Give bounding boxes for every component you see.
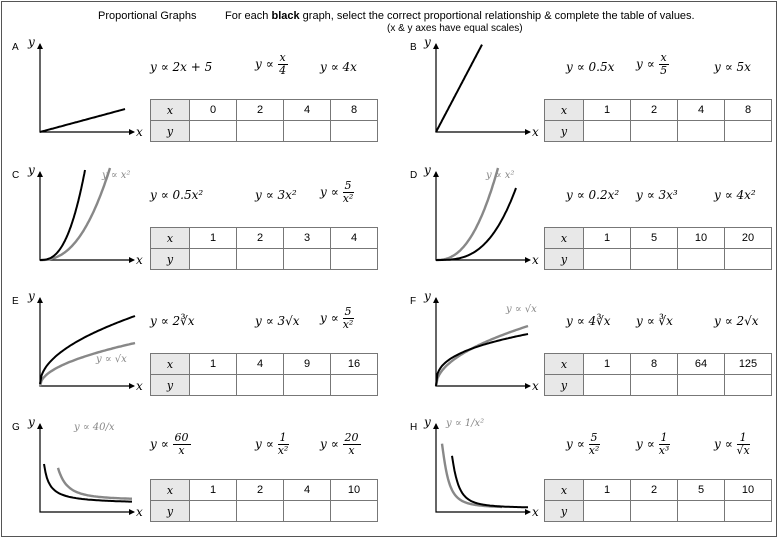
x-value-cell: 8 xyxy=(725,100,772,121)
x-value-cell: 5 xyxy=(678,480,725,501)
x-value-cell: 1 xyxy=(584,228,631,249)
x-axis-label: x xyxy=(532,125,539,139)
values-table xyxy=(150,353,378,396)
y-answer-cell[interactable] xyxy=(237,501,284,522)
x-header: x xyxy=(545,354,584,375)
y-answer-cell[interactable] xyxy=(725,501,772,522)
worksheet-title: Proportional Graphs xyxy=(98,10,197,22)
reference-curve-label: y ∝ x² xyxy=(102,170,131,181)
values-table xyxy=(150,99,378,142)
option-2[interactable]: y ∝ ∛x xyxy=(636,314,673,328)
panel-label: F xyxy=(410,296,417,307)
y-header: y xyxy=(151,249,190,270)
x-header: x xyxy=(151,354,190,375)
option-2[interactable]: y ∝ $\frac{1}{\text{x²}}$ xyxy=(255,431,289,457)
y-answer-cell[interactable] xyxy=(190,249,237,270)
axes xyxy=(436,424,530,512)
x-header: x xyxy=(545,480,584,501)
panel-b xyxy=(396,35,784,166)
black-curve xyxy=(436,334,528,386)
y-axis-label: y xyxy=(28,289,35,303)
graph-b xyxy=(418,36,538,146)
axis-arrows xyxy=(433,423,531,515)
x-value-cell: 9 xyxy=(284,354,331,375)
y-axis-label: y xyxy=(28,35,35,49)
option-1[interactable]: y ∝ 2x + 5 xyxy=(150,60,213,74)
y-answer-cell[interactable] xyxy=(678,249,725,270)
option-1[interactable]: y ∝ $\frac{5}{\text{x²}}$ xyxy=(566,431,600,457)
x-value-cell: 2 xyxy=(237,100,284,121)
axes xyxy=(436,44,530,132)
x-value-cell: 8 xyxy=(331,100,378,121)
values-table xyxy=(544,353,772,396)
x-value-cell: 4 xyxy=(678,100,725,121)
option-1[interactable]: y ∝ 0.2x² xyxy=(566,188,620,202)
y-answer-cell[interactable] xyxy=(678,121,725,142)
x-header: x xyxy=(151,228,190,249)
y-header: y xyxy=(545,375,584,396)
axis-arrows xyxy=(433,43,531,135)
y-answer-cell[interactable] xyxy=(725,249,772,270)
x-value-cell: 5 xyxy=(631,228,678,249)
black-curve xyxy=(436,45,482,132)
x-value-cell: 20 xyxy=(725,228,772,249)
y-answer-cell[interactable] xyxy=(725,375,772,396)
panel-e xyxy=(0,289,388,420)
graph-a xyxy=(22,36,142,146)
x-value-cell: 1 xyxy=(190,354,237,375)
x-value-cell: 1 xyxy=(584,100,631,121)
y-answer-cell[interactable] xyxy=(284,249,331,270)
option-3[interactable]: y ∝ $\frac{5}{\text{x²}}$ xyxy=(320,305,354,331)
black-curve xyxy=(436,188,516,260)
y-answer-cell[interactable] xyxy=(237,121,284,142)
x-value-cell: 10 xyxy=(678,228,725,249)
graph-c xyxy=(22,164,142,274)
option-2[interactable]: y ∝ $\frac{1}{\text{x³}}$ xyxy=(636,431,670,457)
y-header: y xyxy=(151,501,190,522)
panel-c xyxy=(0,163,388,294)
y-axis-label: y xyxy=(424,163,431,177)
y-answer-cell[interactable] xyxy=(237,249,284,270)
reference-curve xyxy=(436,168,498,260)
y-header: y xyxy=(545,501,584,522)
x-value-cell: 10 xyxy=(725,480,772,501)
panel-h xyxy=(396,415,784,546)
instructions-part: graph, select the correct proportional relationship & complete the table of values. xyxy=(299,10,695,22)
x-value-cell: 0 xyxy=(190,100,237,121)
y-answer-cell[interactable] xyxy=(584,501,631,522)
graph-h xyxy=(418,416,538,526)
y-answer-cell[interactable] xyxy=(678,501,725,522)
y-answer-cell[interactable] xyxy=(678,375,725,396)
x-header: x xyxy=(545,100,584,121)
y-answer-cell[interactable] xyxy=(584,375,631,396)
black-curve xyxy=(452,456,528,508)
reference-curve-label: y ∝ √x xyxy=(96,354,127,365)
y-header: y xyxy=(545,121,584,142)
black-curve xyxy=(40,316,135,384)
y-answer-cell[interactable] xyxy=(284,121,331,142)
panel-f xyxy=(396,289,784,420)
option-3[interactable]: y ∝ 4x² xyxy=(714,188,756,202)
axis-arrows xyxy=(37,297,135,389)
y-answer-cell[interactable] xyxy=(631,121,678,142)
y-axis-label: y xyxy=(424,415,431,429)
option-3[interactable]: y ∝ $\frac{5}{\text{x²}}$ xyxy=(320,179,354,205)
values-table xyxy=(544,227,772,270)
option-2[interactable]: y ∝ $\frac{x}{5}$ xyxy=(636,51,668,77)
reference-curve xyxy=(58,468,132,499)
reference-curve xyxy=(442,444,502,507)
x-axis-label: x xyxy=(136,379,143,393)
option-1[interactable]: y ∝ 0.5x² xyxy=(150,188,204,202)
x-value-cell: 2 xyxy=(631,100,678,121)
instructions-bold: black xyxy=(271,10,300,22)
x-value-cell: 1 xyxy=(584,480,631,501)
axes xyxy=(40,298,134,386)
option-1[interactable]: y ∝ 0.5x xyxy=(566,60,615,74)
y-answer-cell[interactable] xyxy=(631,249,678,270)
option-3[interactable]: y ∝ $\frac{20}{x}$ xyxy=(320,431,359,457)
option-1[interactable]: y ∝ $\frac{60}{x}$ xyxy=(150,431,189,457)
y-answer-cell[interactable] xyxy=(284,501,331,522)
x-value-cell: 10 xyxy=(331,480,378,501)
y-answer-cell[interactable] xyxy=(237,375,284,396)
panel-a xyxy=(0,35,388,166)
y-answer-cell[interactable] xyxy=(190,375,237,396)
panel-label: G xyxy=(12,422,20,433)
x-header: x xyxy=(151,480,190,501)
panel-g xyxy=(0,415,388,546)
graph-d xyxy=(418,164,538,274)
x-value-cell: 4 xyxy=(284,480,331,501)
reference-curve-label: y ∝ 1/x² xyxy=(446,418,485,429)
x-header: x xyxy=(545,228,584,249)
panel-label: D xyxy=(410,170,418,181)
option-3[interactable]: y ∝ $\frac{1}{√x}$ xyxy=(714,431,750,457)
graph-f xyxy=(418,290,538,400)
y-header: y xyxy=(151,375,190,396)
reference-curve-label: y ∝ 40/x xyxy=(74,422,115,433)
x-value-cell: 1 xyxy=(190,228,237,249)
scale-note: (x & y axes have equal scales) xyxy=(387,23,523,34)
y-axis-label: y xyxy=(424,289,431,303)
panel-label: B xyxy=(410,42,417,53)
option-2[interactable]: y ∝ 3x² xyxy=(255,188,297,202)
x-value-cell: 1 xyxy=(584,354,631,375)
x-value-cell: 8 xyxy=(631,354,678,375)
panel-label: C xyxy=(12,170,20,181)
y-header: y xyxy=(545,249,584,270)
axis-arrows xyxy=(37,171,135,263)
y-answer-cell[interactable] xyxy=(331,501,378,522)
instructions-part: For each xyxy=(225,10,272,22)
values-table xyxy=(544,99,772,142)
axes xyxy=(40,172,134,260)
reference-curve-label: y ∝ √x xyxy=(506,304,537,315)
panel-label: E xyxy=(12,296,19,307)
x-value-cell: 4 xyxy=(331,228,378,249)
y-answer-cell[interactable] xyxy=(190,501,237,522)
y-answer-cell[interactable] xyxy=(631,375,678,396)
x-value-cell: 3 xyxy=(284,228,331,249)
x-value-cell: 1 xyxy=(190,480,237,501)
x-axis-label: x xyxy=(136,125,143,139)
x-axis-label: x xyxy=(136,253,143,267)
black-curve xyxy=(40,170,85,260)
y-answer-cell[interactable] xyxy=(190,121,237,142)
y-answer-cell[interactable] xyxy=(284,375,331,396)
y-answer-cell[interactable] xyxy=(331,249,378,270)
y-answer-cell[interactable] xyxy=(584,121,631,142)
values-table xyxy=(150,479,378,522)
reference-curve xyxy=(436,326,528,386)
axes xyxy=(436,172,530,260)
option-3[interactable]: y ∝ 2√x xyxy=(714,314,759,328)
option-2[interactable]: y ∝ 3√x xyxy=(255,314,300,328)
y-answer-cell[interactable] xyxy=(725,121,772,142)
x-header: x xyxy=(151,100,190,121)
axis-arrows xyxy=(37,43,135,135)
reference-curve-label: y ∝ x² xyxy=(486,170,515,181)
y-answer-cell[interactable] xyxy=(331,121,378,142)
x-axis-label: x xyxy=(532,253,539,267)
black-curve xyxy=(40,109,125,132)
option-2[interactable]: y ∝ $\frac{x}{4}$ xyxy=(255,51,287,77)
graph-g xyxy=(22,416,142,526)
panel-label: A xyxy=(12,42,19,53)
y-axis-label: y xyxy=(28,163,35,177)
graph-e xyxy=(22,290,142,400)
x-axis-label: x xyxy=(532,505,539,519)
x-value-cell: 2 xyxy=(237,228,284,249)
y-axis-label: y xyxy=(424,35,431,49)
panel-d xyxy=(396,163,784,294)
x-value-cell: 2 xyxy=(237,480,284,501)
option-1[interactable]: y ∝ 4∛x xyxy=(566,314,611,328)
x-value-cell: 16 xyxy=(331,354,378,375)
option-1[interactable]: y ∝ 2∛x xyxy=(150,314,195,328)
x-value-cell: 2 xyxy=(631,480,678,501)
y-header: y xyxy=(151,121,190,142)
y-answer-cell[interactable] xyxy=(631,501,678,522)
values-table xyxy=(150,227,378,270)
instructions xyxy=(225,10,695,22)
y-answer-cell[interactable] xyxy=(584,249,631,270)
x-value-cell: 4 xyxy=(284,100,331,121)
option-3[interactable]: y ∝ 4x xyxy=(320,60,357,74)
x-axis-label: x xyxy=(532,379,539,393)
option-2[interactable]: y ∝ 3x³ xyxy=(636,188,678,202)
x-axis-label: x xyxy=(136,505,143,519)
panel-label: H xyxy=(410,422,418,433)
y-answer-cell[interactable] xyxy=(331,375,378,396)
option-3[interactable]: y ∝ 5x xyxy=(714,60,751,74)
x-value-cell: 4 xyxy=(237,354,284,375)
y-axis-label: y xyxy=(28,415,35,429)
x-value-cell: 125 xyxy=(725,354,772,375)
x-value-cell: 64 xyxy=(678,354,725,375)
values-table xyxy=(544,479,772,522)
